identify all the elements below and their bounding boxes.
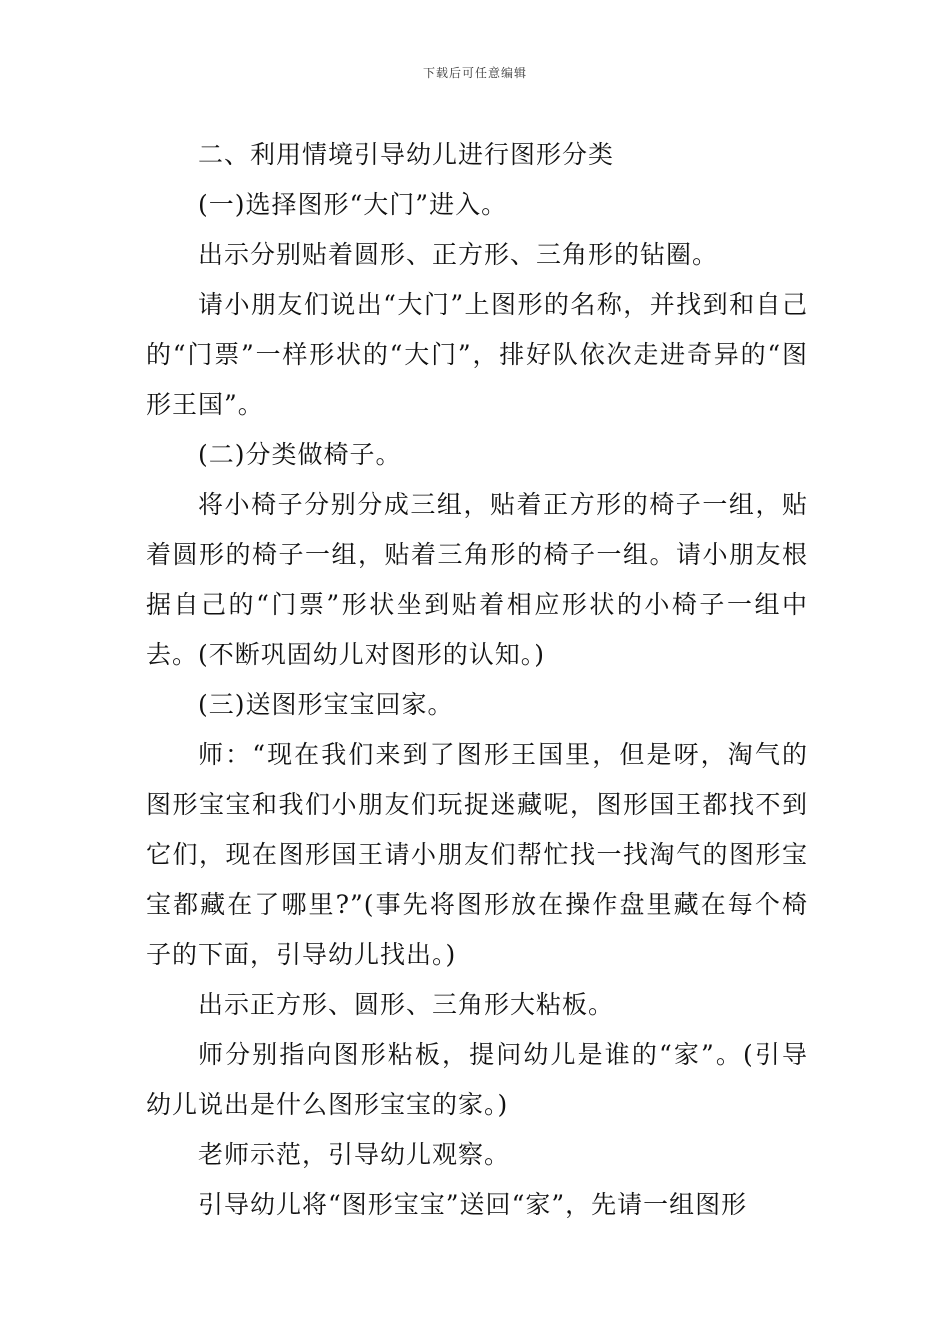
paragraph: 将小椅子分别分成三组，贴着正方形的椅子一组，贴着圆形的椅子一组，贴着三角形的椅子一组。请小朋友根据自己的“门票”形状坐到贴着相应形状的小椅子一组中去。(不断巩固幼儿对图形的认知。) xyxy=(146,490,808,669)
subsection-heading: (一)选择图形“大门”进入。 xyxy=(198,190,508,219)
document-body xyxy=(146,130,808,1230)
page-header: 下载后可任意编辑 xyxy=(422,66,527,80)
paragraph: 出示分别贴着圆形、正方形、三角形的钻圈。 xyxy=(198,240,719,269)
paragraph: 请小朋友们说出“大门”上图形的名称，并找到和自己的“门票”一样形状的“大门”，排好队依次走进奇异的“图形王国”。 xyxy=(146,290,808,419)
paragraph: 师分别指向图形粘板，提问幼儿是谁的“家”。(引导幼儿说出是什么图形宝宝的家。) xyxy=(146,1040,808,1119)
paragraph: 师：“现在我们来到了图形王国里，但是呀，淘气的图形宝宝和我们小朋友们玩捉迷藏呢，图形国王都找不到它们，现在图形国王请小朋友们帮忙找一找淘气的图形宝宝都藏在了哪里?”(事先将图形放在操作盘里藏在每个椅子的下面，引导幼儿找出。) xyxy=(146,740,808,969)
subsection-heading: (二)分类做椅子。 xyxy=(198,440,402,469)
paragraph: 引导幼儿将“图形宝宝”送回“家”，先请一组图形 xyxy=(198,1190,748,1219)
section-heading: 二、利用情境引导幼儿进行图形分类 xyxy=(198,140,615,169)
subsection-heading: (三)送图形宝宝回家。 xyxy=(198,690,454,719)
paragraph: 老师示范，引导幼儿观察。 xyxy=(198,1140,511,1169)
paragraph: 出示正方形、圆形、三角形大粘板。 xyxy=(198,990,615,1019)
